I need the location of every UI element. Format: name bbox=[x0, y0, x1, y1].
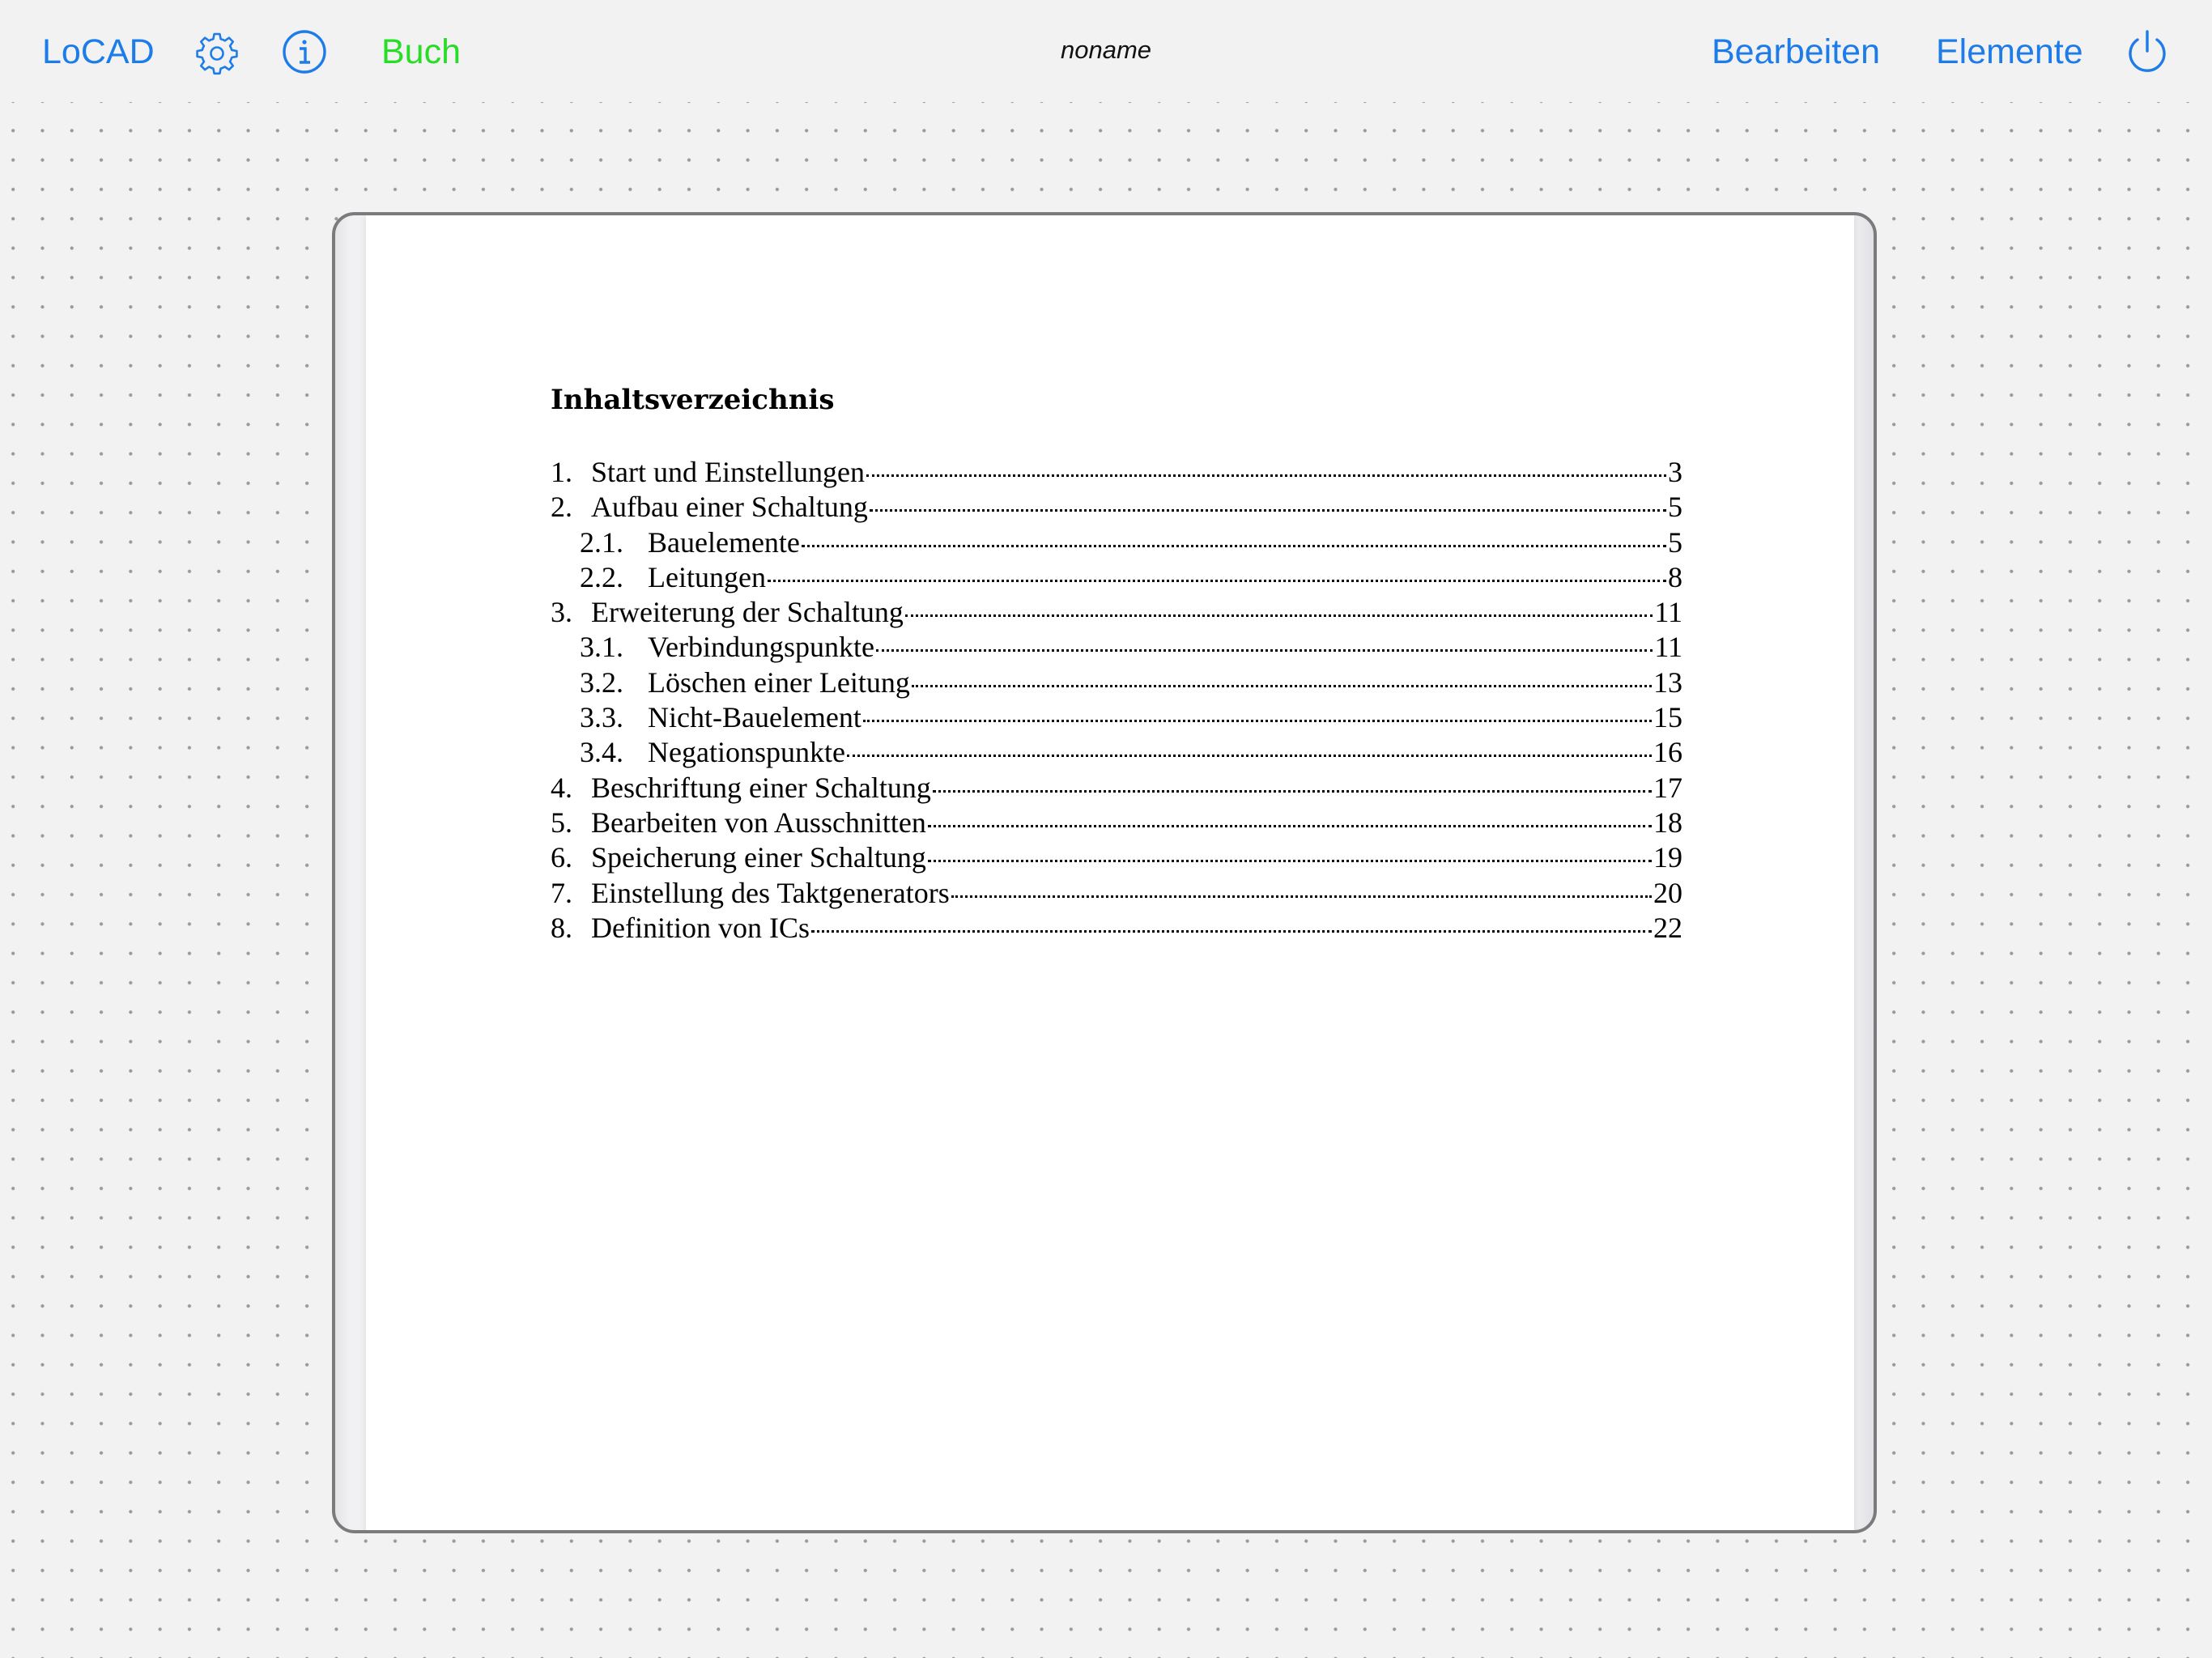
toc-entry-title: Start und Einstellungen bbox=[591, 456, 865, 488]
toc-entry-page: 22 bbox=[1653, 911, 1682, 944]
toc-entry[interactable] bbox=[551, 490, 1682, 525]
toc-entry[interactable] bbox=[551, 630, 1682, 665]
power-icon[interactable] bbox=[2121, 26, 2173, 78]
toc-entry-page: 5 bbox=[1668, 491, 1682, 524]
toc-entry-number: 1. bbox=[551, 456, 572, 488]
toc-entry-number: 3.3. bbox=[580, 701, 623, 734]
toc-entry-page: 11 bbox=[1654, 631, 1682, 664]
toc-dot-leader bbox=[912, 685, 1652, 687]
toc-dot-leader bbox=[928, 825, 1652, 827]
toc-dot-leader bbox=[866, 474, 1666, 477]
toc-dot-leader bbox=[863, 720, 1652, 722]
info-icon[interactable] bbox=[279, 26, 330, 78]
toc-entry-number: 3.2. bbox=[580, 665, 623, 699]
document-page bbox=[366, 215, 1854, 1533]
toc-entry-title: Bauelemente bbox=[648, 525, 800, 559]
toc-entry-page: 17 bbox=[1653, 771, 1682, 804]
app-name-button[interactable]: LoCAD bbox=[42, 32, 155, 71]
document-viewer[interactable] bbox=[332, 212, 1877, 1533]
toc-dot-leader bbox=[768, 580, 1666, 582]
toc-entry-number: 8. bbox=[551, 911, 572, 944]
toc-entry-page: 3 bbox=[1668, 456, 1682, 488]
toc-entry-number: 3.4. bbox=[580, 736, 623, 769]
elements-button[interactable]: Elemente bbox=[1936, 32, 2083, 71]
toc-entry-title: Einstellung des Taktgenerators bbox=[591, 876, 950, 909]
toc-entry-title: Leitungen bbox=[648, 560, 766, 593]
toc-entry[interactable] bbox=[551, 665, 1682, 700]
toc-entry-title: Beschriftung einer Schaltung bbox=[591, 771, 931, 804]
toc-entry[interactable] bbox=[551, 595, 1682, 630]
toc-entry[interactable] bbox=[551, 771, 1682, 806]
book-button[interactable]: Buch bbox=[381, 32, 462, 71]
toc-entry-page: 16 bbox=[1653, 736, 1682, 769]
toc-entry-page: 20 bbox=[1653, 876, 1682, 909]
table-of-contents bbox=[551, 455, 1682, 946]
toc-entry-title: Aufbau einer Schaltung bbox=[591, 491, 868, 524]
toc-entry-number: 7. bbox=[551, 876, 572, 909]
toc-entry-page: 5 bbox=[1668, 525, 1682, 559]
top-toolbar bbox=[0, 0, 2212, 102]
toc-dot-leader bbox=[928, 860, 1652, 862]
toc-dot-leader bbox=[802, 545, 1666, 547]
toc-dot-leader bbox=[847, 755, 1652, 757]
toc-entry-number: 2.2. bbox=[580, 560, 623, 593]
toc-entry-number: 2.1. bbox=[580, 525, 623, 559]
toc-entry-title: Negationspunkte bbox=[648, 736, 845, 769]
toc-entry-number: 3. bbox=[551, 596, 572, 629]
toc-entry[interactable] bbox=[551, 455, 1682, 490]
toc-dot-leader bbox=[811, 930, 1652, 933]
toc-dot-leader bbox=[870, 509, 1666, 512]
document-title: noname bbox=[1060, 36, 1152, 64]
edit-button[interactable]: Bearbeiten bbox=[1712, 32, 1880, 71]
toc-entry[interactable] bbox=[551, 525, 1682, 560]
toc-entry-title: Bearbeiten von Ausschnitten bbox=[591, 806, 926, 839]
toc-entry-number: 4. bbox=[551, 771, 572, 804]
toc-entry-page: 15 bbox=[1653, 701, 1682, 734]
toc-entry-title: Speicherung einer Schaltung bbox=[591, 841, 926, 874]
toc-entry-number: 2. bbox=[551, 491, 572, 524]
gear-icon[interactable] bbox=[191, 28, 243, 79]
toc-entry[interactable] bbox=[551, 840, 1682, 875]
toc-entry[interactable] bbox=[551, 735, 1682, 770]
toc-entry-title: Nicht-Bauelement bbox=[648, 701, 861, 734]
toc-entry[interactable] bbox=[551, 911, 1682, 946]
toc-dot-leader bbox=[876, 649, 1653, 652]
toc-entry-page: 19 bbox=[1653, 841, 1682, 874]
toc-entry[interactable] bbox=[551, 700, 1682, 735]
toc-dot-leader bbox=[933, 790, 1652, 793]
toc-entry-page: 13 bbox=[1653, 665, 1682, 699]
toc-entry[interactable] bbox=[551, 560, 1682, 595]
toc-entry-title: Löschen einer Leitung bbox=[648, 665, 910, 699]
toc-entry-title: Definition von ICs bbox=[591, 911, 810, 944]
toc-heading: Inhaltsverzeichnis bbox=[551, 384, 835, 416]
toc-entry-number: 5. bbox=[551, 806, 572, 839]
toc-entry-page: 18 bbox=[1653, 806, 1682, 839]
toc-dot-leader bbox=[905, 614, 1653, 617]
toc-entry-number: 6. bbox=[551, 841, 572, 874]
toc-entry-page: 8 bbox=[1668, 560, 1682, 593]
toc-entry-title: Erweiterung der Schaltung bbox=[591, 596, 904, 629]
toc-entry[interactable] bbox=[551, 806, 1682, 840]
toc-dot-leader bbox=[951, 895, 1652, 898]
toc-entry-page: 11 bbox=[1654, 596, 1682, 629]
toc-entry-number: 3.1. bbox=[580, 631, 623, 664]
toc-entry-title: Verbindungspunkte bbox=[648, 631, 874, 664]
toc-entry[interactable] bbox=[551, 876, 1682, 911]
